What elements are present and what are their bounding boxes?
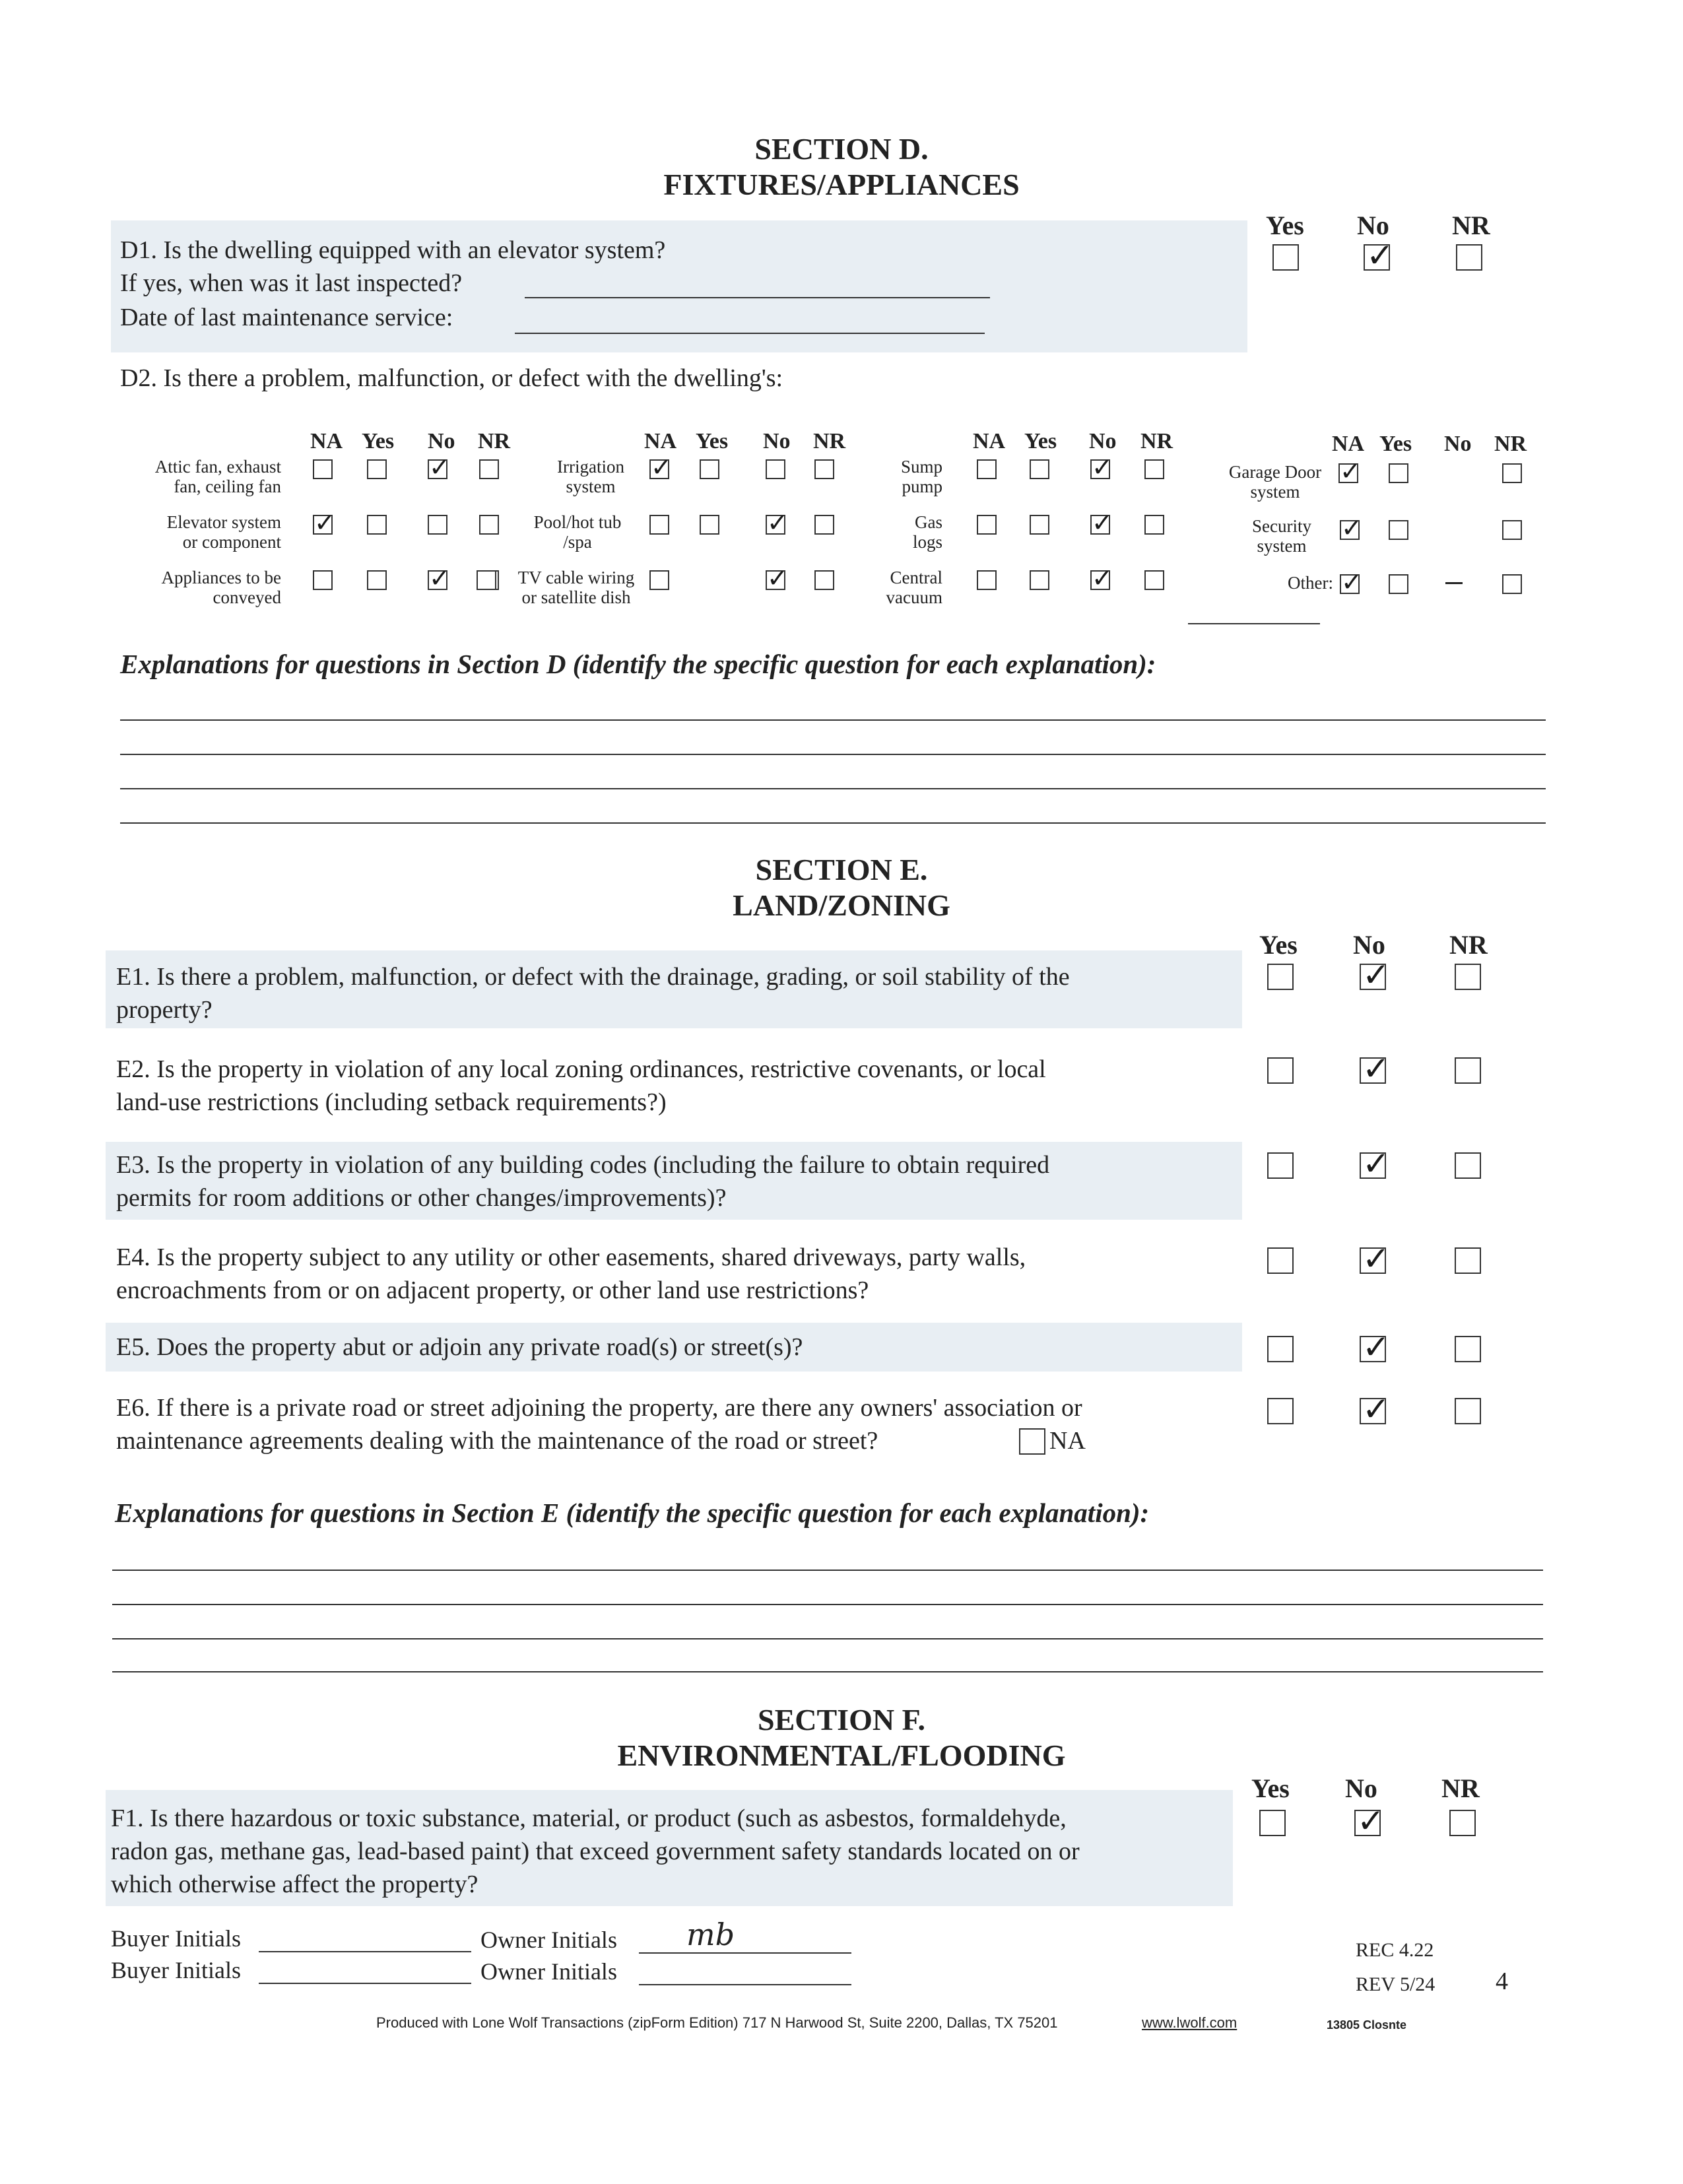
d2-security-na[interactable]: [1340, 520, 1360, 540]
d1-col-yes: Yes: [1266, 211, 1304, 240]
e3-no-checkbox[interactable]: [1360, 1152, 1386, 1179]
f-col-no: No: [1345, 1773, 1377, 1803]
d1-col-no: No: [1357, 211, 1389, 240]
page-number: 4: [1496, 1968, 1508, 1995]
d2-elevator-label: Elevator system or component: [166, 512, 281, 552]
e1-nr-checkbox[interactable]: [1455, 964, 1481, 990]
d2-g1-col-yes: Yes: [362, 429, 395, 453]
e-col-no: No: [1353, 930, 1385, 960]
section-e-heading-2: LAND/ZONING: [733, 888, 950, 922]
form-code-2: REV 5/24: [1356, 1973, 1436, 1995]
d2-appliances-na[interactable]: [313, 570, 333, 590]
e4-no-checkbox[interactable]: [1360, 1247, 1386, 1274]
d2-g3-col-nr: NR: [1140, 429, 1173, 453]
d1-inspected-field[interactable]: [525, 297, 990, 298]
d2-g3-col-no: No: [1089, 429, 1117, 453]
e1-yes-checkbox[interactable]: [1267, 964, 1294, 990]
section-f-heading-2: ENVIRONMENTAL/FLOODING: [617, 1738, 1066, 1772]
d2-other-no-dash: [1445, 582, 1463, 584]
d2-security-label: Security system: [1252, 516, 1311, 556]
d2-irrigation-yes[interactable]: [700, 459, 719, 479]
d2-appliances-no[interactable]: [428, 570, 447, 590]
d2-appliances-yes[interactable]: [367, 570, 387, 590]
d2-question: D2. Is there a problem, malfunction, or defect with the dwelling's:: [120, 364, 783, 392]
d2-vacuum-yes[interactable]: [1030, 570, 1049, 590]
d2-gas-logs-nr[interactable]: [1144, 515, 1164, 535]
e-col-yes: Yes: [1259, 930, 1298, 960]
d2-elevator-no[interactable]: [428, 515, 447, 535]
d2-security-nr[interactable]: [1502, 520, 1522, 540]
f-col-yes: Yes: [1251, 1773, 1290, 1803]
e-col-nr: NR: [1449, 930, 1488, 960]
d2-pool-na[interactable]: [649, 515, 669, 535]
section-e-expl-line-4[interactable]: [112, 1671, 1543, 1672]
d1-inspected-label: If yes, when was it last inspected?: [120, 269, 463, 297]
e3-nr-checkbox[interactable]: [1455, 1152, 1481, 1179]
d1-maintenance-field[interactable]: [515, 333, 985, 334]
e6-na-label: NA: [1049, 1427, 1086, 1455]
d2-other-field[interactable]: [1188, 623, 1320, 624]
section-d-expl-line-2[interactable]: [120, 754, 1546, 755]
section-e-explanations-label: Explanations for questions in Section E (identify the specific question for each explanation):: [115, 1498, 1150, 1528]
website-link[interactable]: www.lwolf.com: [1142, 2014, 1238, 2031]
d2-garage-label: Garage Door system: [1228, 462, 1322, 502]
d2-garage-na[interactable]: [1338, 463, 1358, 483]
d1-col-nr: NR: [1452, 211, 1490, 240]
d2-g2-col-no: No: [763, 429, 791, 453]
owner-initials-field-1[interactable]: [639, 1952, 851, 1954]
d2-attic-fan-nr[interactable]: [479, 459, 499, 479]
d2-security-yes[interactable]: [1389, 520, 1408, 540]
d2-g3-col-na: NA: [973, 429, 1006, 453]
d2-irrigation-label: Irrigation system: [557, 457, 624, 496]
d2-sump-nr[interactable]: [1144, 459, 1164, 479]
d2-vacuum-label: Central vacuum: [886, 568, 942, 607]
f1-nr-checkbox[interactable]: [1449, 1810, 1476, 1836]
d2-garage-nr[interactable]: [1502, 463, 1522, 483]
e6-nr-checkbox[interactable]: [1455, 1398, 1481, 1424]
e6-yes-checkbox[interactable]: [1267, 1398, 1294, 1424]
d2-sump-no[interactable]: [1090, 459, 1110, 479]
d2-sump-label: Sump pump: [900, 457, 942, 496]
d2-gas-logs-no[interactable]: [1090, 515, 1110, 535]
f1-question: F1. Is there hazardous or toxic substance, material, or product (such as asbestos, formaldehyde, radon gas, methane gas, lead-based paint) that exceed government safety standards located on or which otherwise affect the property?: [111, 1804, 1080, 1898]
d2-g1-col-na: NA: [310, 429, 343, 453]
e2-question: E2. Is the property in violation of any local zoning ordinances, restrictive covenants, or local land-use restrictions (including setback requirements?): [116, 1055, 1046, 1116]
e6-question-line-2: maintenance agreements dealing with the maintenance of the road or street?: [116, 1427, 878, 1455]
d2-pool-label: Pool/hot tub /spa: [533, 512, 622, 552]
e6-question-line-1: E6. If there is a private road or street adjoining the property, are there any owners' association or: [116, 1394, 1082, 1422]
e4-yes-checkbox[interactable]: [1267, 1247, 1294, 1274]
owner-initials-label-2: Owner Initials: [480, 1958, 617, 1985]
produced-by: Produced with Lone Wolf Transactions (zipForm Edition) 717 N Harwood St, Suite 2200, Dallas, TX 75201: [376, 2014, 1058, 2031]
section-e-expl-line-2[interactable]: [112, 1604, 1543, 1605]
d2-pool-yes[interactable]: [700, 515, 719, 535]
section-d-expl-line-1[interactable]: [120, 719, 1546, 721]
d2-tv-cable-no[interactable]: [766, 570, 785, 590]
d2-gas-logs-yes[interactable]: [1030, 515, 1049, 535]
e2-no-checkbox[interactable]: [1360, 1057, 1386, 1084]
d2-attic-fan-yes[interactable]: [367, 459, 387, 479]
d1-nr-checkbox[interactable]: [1456, 244, 1482, 271]
section-d-expl-line-4[interactable]: [120, 822, 1546, 824]
d2-g2-col-nr: NR: [813, 429, 846, 453]
d2-garage-yes[interactable]: [1389, 463, 1408, 483]
e2-yes-checkbox[interactable]: [1267, 1057, 1294, 1084]
d2-elevator-yes[interactable]: [367, 515, 387, 535]
section-e-heading-1: SECTION E.: [755, 853, 928, 886]
d2-pool-no[interactable]: [766, 515, 785, 535]
d2-attic-fan-no[interactable]: [428, 459, 447, 479]
buyer-initials-label-1: Buyer Initials: [111, 1925, 241, 1952]
e6-na-checkbox[interactable]: [1019, 1428, 1045, 1455]
e5-yes-checkbox[interactable]: [1267, 1336, 1294, 1362]
e6-no-checkbox[interactable]: [1360, 1398, 1386, 1424]
section-e-expl-line-1[interactable]: [112, 1570, 1543, 1571]
d2-g2-col-na: NA: [644, 429, 677, 453]
d2-vacuum-nr[interactable]: [1144, 570, 1164, 590]
d2-g1-col-no: No: [428, 429, 455, 453]
d2-g4-col-na: NA: [1332, 432, 1365, 456]
d1-question: D1. Is the dwelling equipped with an elevator system?: [120, 236, 666, 264]
d2-pool-nr[interactable]: [814, 515, 834, 535]
d2-tv-cable-leading-box[interactable]: [477, 570, 496, 590]
section-d-heading-1: SECTION D.: [754, 132, 929, 166]
d2-gas-logs-na[interactable]: [977, 515, 997, 535]
d2-tv-cable-label: TV cable wiring or satellite dish: [517, 568, 635, 607]
owner-initials-field-2[interactable]: [639, 1984, 851, 1985]
d2-other-na[interactable]: [1340, 574, 1360, 594]
e1-question: E1. Is there a problem, malfunction, or defect with the drainage, grading, or soil stability of the property?: [116, 963, 1070, 1024]
buyer-initials-field-1[interactable]: [259, 1951, 471, 1952]
d2-appliances-label: Appliances to be conveyed: [161, 568, 281, 607]
e5-question: E5. Does the property abut or adjoin any private road(s) or street(s)?: [116, 1333, 803, 1361]
d2-elevator-nr[interactable]: [479, 515, 499, 535]
d1-maintenance-label: Date of last maintenance service:: [120, 304, 453, 331]
f1-yes-checkbox[interactable]: [1259, 1810, 1286, 1836]
section-d-expl-line-3[interactable]: [120, 788, 1546, 789]
d2-irrigation-na[interactable]: [649, 459, 669, 479]
section-d-explanations-label: Explanations for questions in Section D (identify the specific question for each explanation):: [120, 649, 1156, 679]
d2-gas-logs-label: Gas logs: [912, 512, 942, 552]
doc-id: 13805 Closnte: [1327, 2018, 1407, 2032]
e2-nr-checkbox[interactable]: [1455, 1057, 1481, 1084]
buyer-initials-field-2[interactable]: [259, 1983, 471, 1984]
e4-nr-checkbox[interactable]: [1455, 1247, 1481, 1274]
e5-nr-checkbox[interactable]: [1455, 1336, 1481, 1362]
d2-attic-fan-label: Attic fan, exhaust fan, ceiling fan: [154, 457, 281, 496]
f1-no-checkbox[interactable]: [1354, 1810, 1381, 1836]
section-e-expl-line-3[interactable]: [112, 1638, 1543, 1639]
e4-question: E4. Is the property subject to any utility or other easements, shared driveways, party walls, encroachments from or on adjacent property, or other land use restrictions?: [116, 1243, 1026, 1304]
e3-yes-checkbox[interactable]: [1267, 1152, 1294, 1179]
e1-no-checkbox[interactable]: [1360, 964, 1386, 990]
f-col-nr: NR: [1441, 1773, 1480, 1803]
owner-initials-label-1: Owner Initials: [480, 1927, 617, 1953]
d2-g4-col-nr: NR: [1494, 432, 1527, 456]
d2-other-nr[interactable]: [1502, 574, 1522, 594]
d2-elevator-na[interactable]: [313, 515, 333, 535]
d2-other-label: Other:: [1288, 573, 1333, 593]
d2-g4-col-yes: Yes: [1379, 432, 1412, 456]
d2-vacuum-na[interactable]: [977, 570, 997, 590]
form-code-1: REC 4.22: [1356, 1939, 1434, 1961]
d1-yes-checkbox[interactable]: [1272, 244, 1299, 271]
section-d-heading-2: FIXTURES/APPLIANCES: [663, 168, 1020, 201]
d2-sump-yes[interactable]: [1030, 459, 1049, 479]
owner-initials-value: mb: [686, 1917, 735, 1952]
d2-other-yes[interactable]: [1389, 574, 1408, 594]
d2-irrigation-nr[interactable]: [814, 459, 834, 479]
d2-irrigation-no[interactable]: [766, 459, 785, 479]
d2-g3-col-yes: Yes: [1024, 429, 1057, 453]
e3-question: E3. Is the property in violation of any building codes (including the failure to obtain required permits for room additions or other changes/improvements)?: [116, 1151, 1050, 1212]
e5-no-checkbox[interactable]: [1360, 1336, 1386, 1362]
d2-tv-cable-nr[interactable]: [814, 570, 834, 590]
d2-g1-col-nr: NR: [478, 429, 511, 453]
buyer-initials-label-2: Buyer Initials: [111, 1957, 241, 1983]
section-f-heading-1: SECTION F.: [758, 1703, 925, 1737]
d1-no-checkbox[interactable]: [1364, 244, 1390, 271]
d2-tv-cable-na[interactable]: [649, 570, 669, 590]
d2-vacuum-no[interactable]: [1090, 570, 1110, 590]
d2-g2-col-yes: Yes: [696, 429, 729, 453]
d2-attic-fan-na[interactable]: [313, 459, 333, 479]
d2-g4-col-no: No: [1444, 432, 1472, 456]
d2-sump-na[interactable]: [977, 459, 997, 479]
